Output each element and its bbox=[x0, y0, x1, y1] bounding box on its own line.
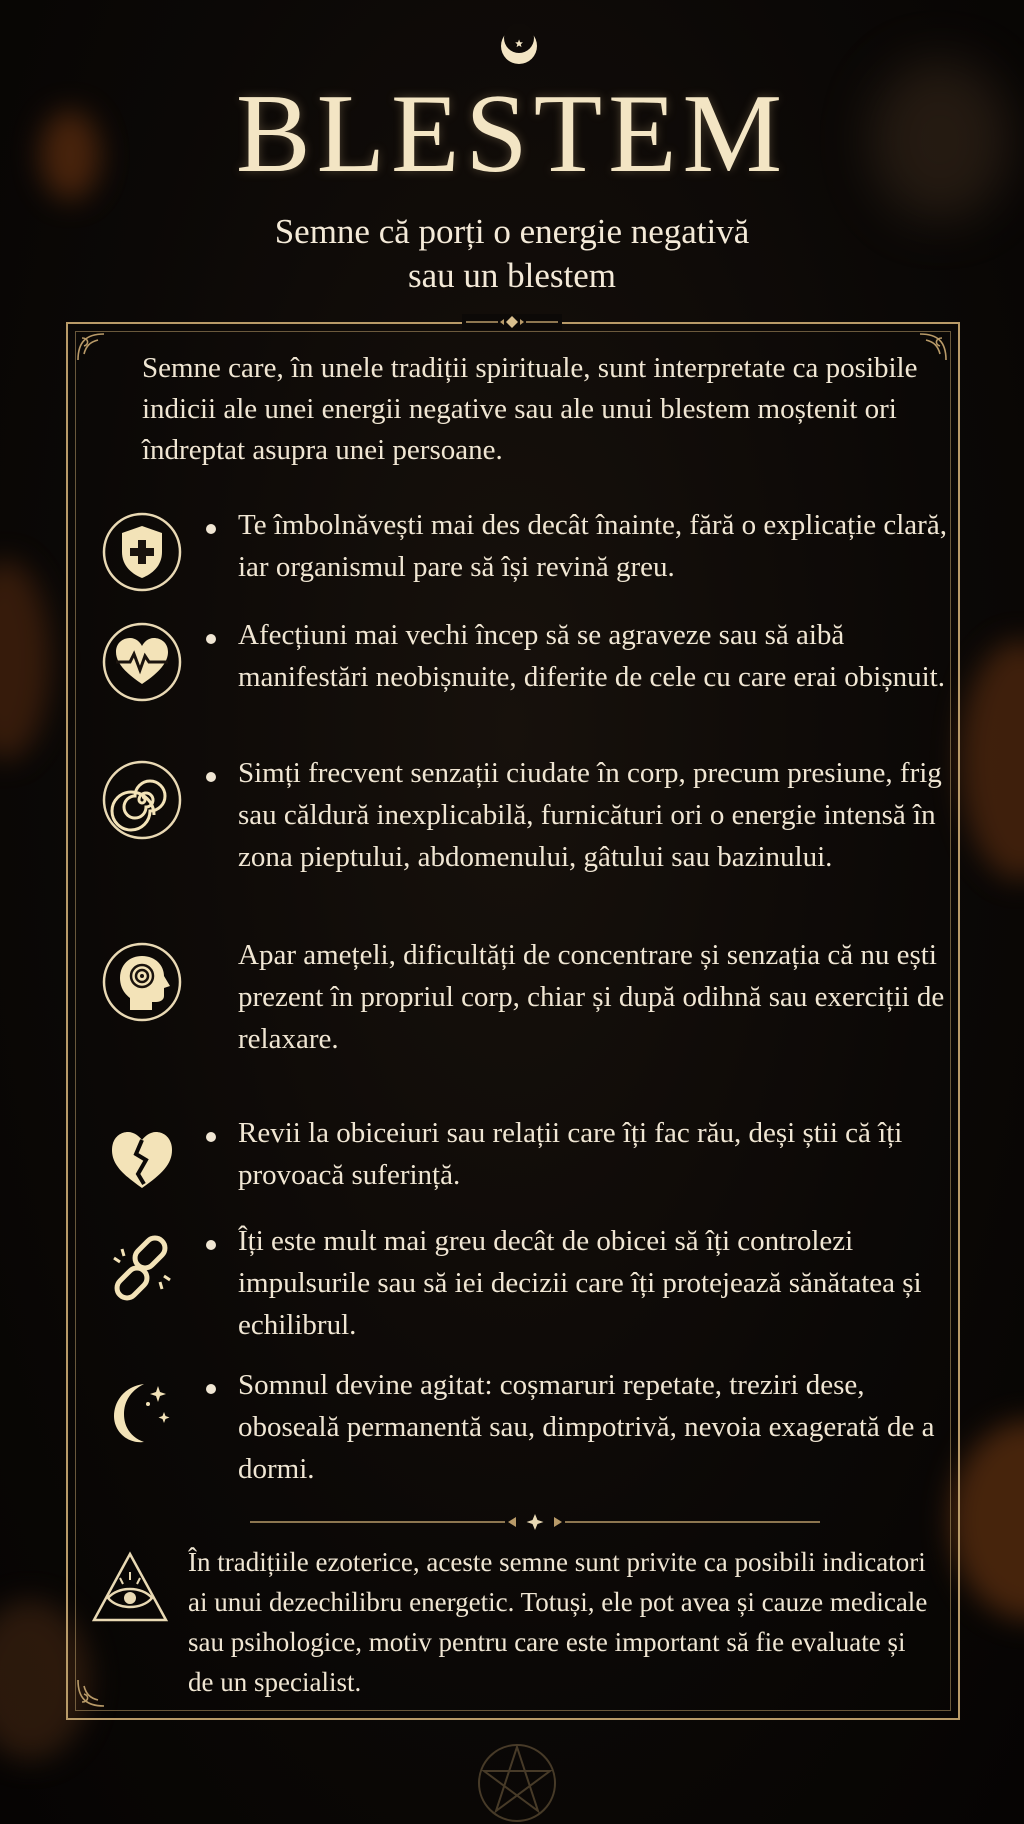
bullet-dot bbox=[206, 1132, 216, 1142]
corner-flourish-icon bbox=[74, 1676, 108, 1710]
page-subtitle bbox=[130, 210, 894, 298]
bullet-dot bbox=[206, 524, 216, 534]
corner-flourish-icon bbox=[74, 330, 108, 364]
bullet-dot bbox=[206, 1240, 216, 1250]
crescent-moon-icon bbox=[497, 24, 541, 68]
list-item-text: Afecțiuni mai vechi încep să se agraveze sau să aibă manifestări neobișnuite, diferite de cele cu care erai obișnuit. bbox=[238, 619, 945, 693]
ember-glow bbox=[0, 560, 50, 760]
ember-glow bbox=[950, 1420, 1024, 1620]
spiral-icon bbox=[100, 758, 184, 842]
subtitle-line: sau un blestem bbox=[407, 256, 617, 295]
list-item-text: Revii la obiceiuri sau relații care îți fac rău, deși știi că îți provoacă suferință. bbox=[238, 1117, 903, 1191]
bullet-dot bbox=[206, 634, 216, 644]
subtitle-line: Semne că porți o energie negativă bbox=[274, 212, 750, 251]
pentagram-icon bbox=[472, 1738, 562, 1824]
heart-pulse-icon bbox=[100, 620, 184, 704]
bullet-dot bbox=[206, 772, 216, 782]
frame-ornament-icon bbox=[462, 314, 562, 330]
list-item-text: Somnul devine agitat: coșmaruri repetate, treziri dese, oboseală permanentă sau, dimpotrivă, nevoia exagerată de a dormi. bbox=[238, 1369, 935, 1485]
list-item-text: Îți este mult mai greu decât de obicei să îți controlezi impulsurile sau să iei decizii care îți protejează sănătatea și echilibrul. bbox=[238, 1225, 922, 1341]
divider-ornament-icon bbox=[250, 1512, 820, 1532]
shield-cross-icon bbox=[100, 510, 184, 594]
bullet-dot bbox=[206, 1384, 216, 1394]
all-seeing-eye-icon bbox=[90, 1548, 170, 1628]
broken-heart-icon bbox=[100, 1118, 184, 1202]
list-item-text: Te îmbolnăvești mai des decât înainte, fără o explicație clară, iar organismul pare să își revină greu. bbox=[238, 509, 947, 583]
broken-chain-icon bbox=[100, 1226, 184, 1310]
list-item-text: Simți frecvent senzații ciudate în corp, precum presiune, frig sau căldură inexplicabilă, furnicături ori o energie intensă în zona pieptului, abdomenului, gâtului sau bazinului. bbox=[238, 757, 942, 873]
head-spiral-icon bbox=[100, 940, 184, 1024]
page-title: BLESTEM bbox=[235, 72, 789, 196]
ember-glow bbox=[960, 640, 1024, 880]
outro-text: În tradițiile ezoterice, aceste semne sunt privite ca posibili indicatori ai unui dezechilibru energetic. Totuși, ele pot avea și cauze medicale sau psihologice, motiv pentru care este important să fie evaluate și de un specialist. bbox=[188, 1547, 928, 1697]
list-item-text: Apar amețeli, dificultăți de concentrare și senzația că nu ești prezent în propriul corp, chiar și după odihnă sau exerciții de relaxare. bbox=[238, 939, 945, 1055]
intro-text: Semne care, în unele tradiții spirituale, sunt interpretate ca posibile indicii ale unei energii negative sau ale unui blestem moștenit ori îndreptat asupra unei persoane. bbox=[142, 352, 918, 466]
moon-stars-icon bbox=[100, 1370, 184, 1454]
